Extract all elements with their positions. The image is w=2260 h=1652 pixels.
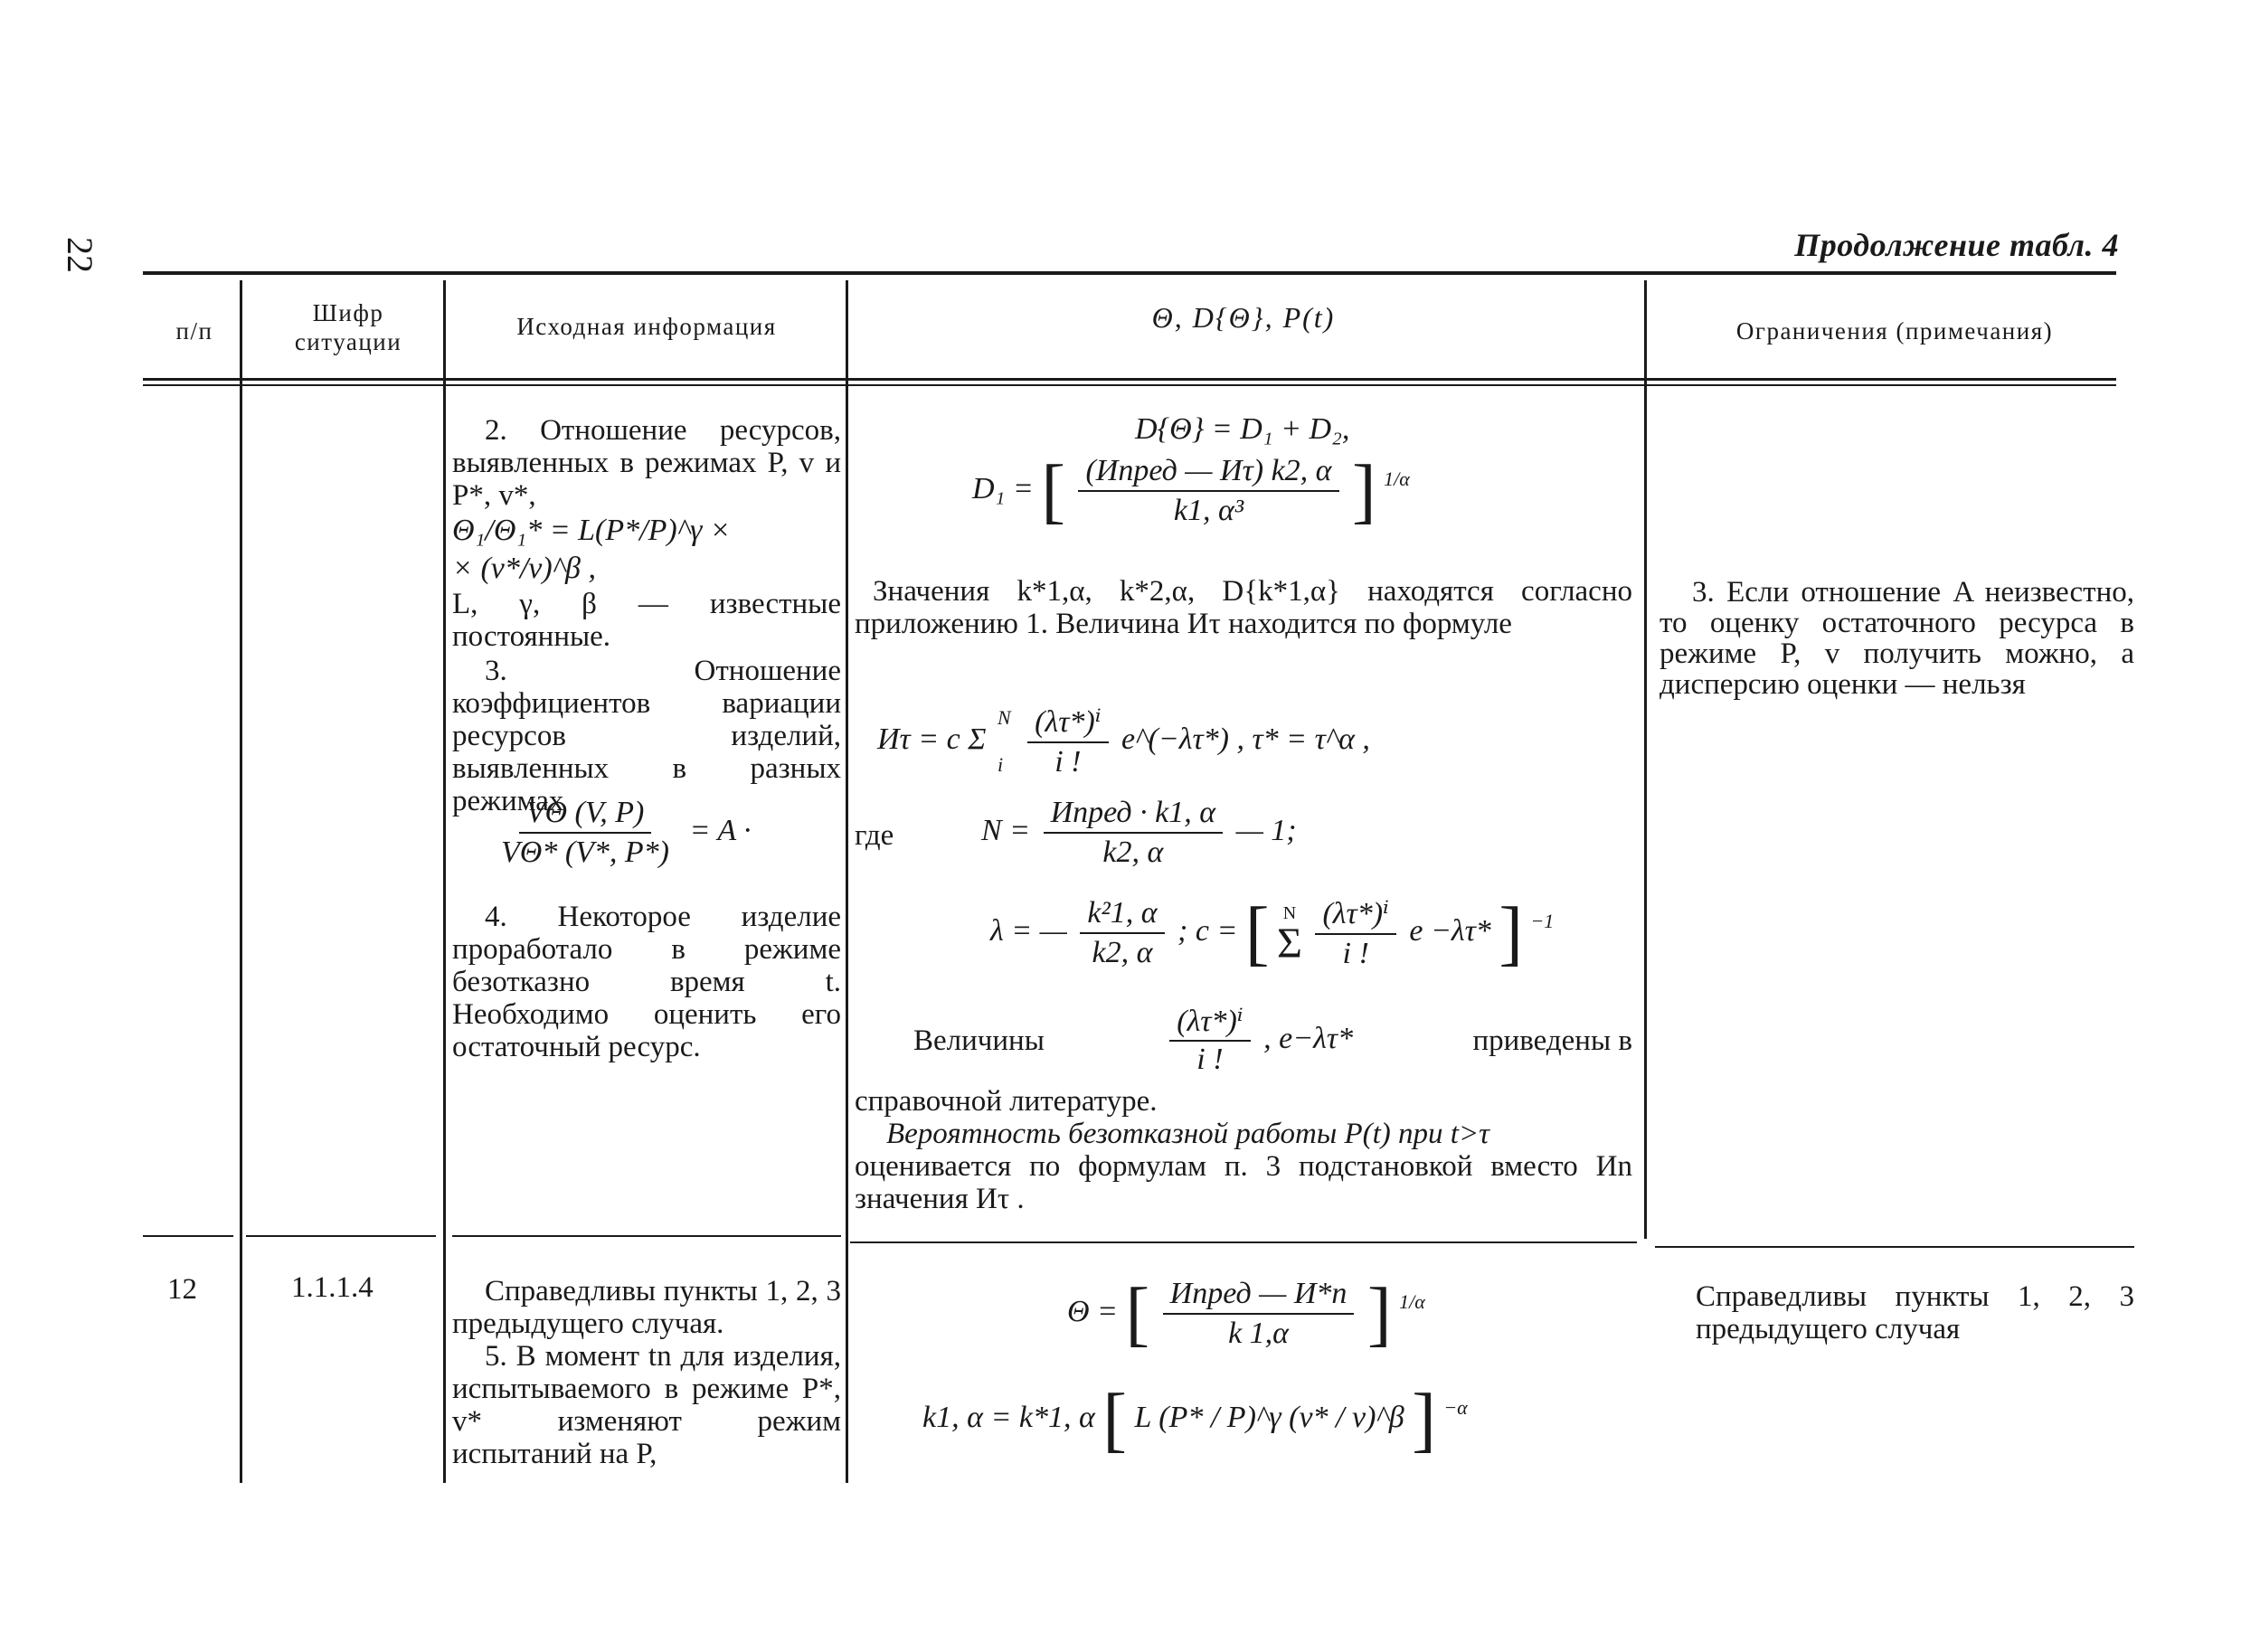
formula-it-lhs: Иτ = c Σ [877,722,987,756]
formula-c-lhs: ; c = [1177,913,1238,948]
formula-d1-power: 1/α [1384,467,1410,490]
header-number: п/п [175,317,213,345]
formula-k-power: −α [1443,1395,1468,1419]
theta-bracket-right: ] [1366,1274,1392,1354]
text-quantities [913,1005,1632,1076]
formula-d1-numerator: (Ипред — Иτ) k2, α [1078,454,1338,492]
header-formulas: Θ, D{Θ}, P(t) [1151,301,1336,334]
variation-equals: = A · [689,813,752,847]
formula-n [981,796,1297,870]
text-quantities-denominator: i ! [1196,1043,1224,1076]
k-bracket-left: [ [1102,1380,1127,1459]
row-separator-5 [1655,1246,2134,1248]
table-continuation-title: Продолжение табл. 4 [1794,227,2119,263]
info-item-4: 4. Некоторое изделие проработало в режиме безотказно время t. Необходимо оценить его остаточный ресурс. [452,901,841,1063]
bracket-left: [ [1041,451,1065,531]
text-probability: Вероятность безотказной работы P(t) при t>τ [886,1118,1489,1150]
formula-k-lhs: k1, α = k*1, α [922,1400,1095,1434]
formula-it [877,703,1370,779]
formula-lambda-c [990,895,1554,971]
formula-it-denominator: i ! [1054,745,1082,779]
formula-d1 [972,451,1410,531]
row2-info-item-5: 5. В момент tn для изделия, испытываемого в режиме P*, v* изменяют режим испытаний на P, [452,1340,841,1470]
col-divider-1 [240,280,242,1483]
formula-theta-power: 1/α [1399,1289,1425,1313]
formula-it-n: N [997,706,1011,729]
header-situation-code: Шифр ситуации [294,299,402,355]
formula-n-denominator: k2, α [1102,835,1164,869]
text-reference: справочной литературе. [855,1085,1158,1118]
table-top-rule [143,271,2116,275]
formula-n-rhs: — 1; [1235,813,1297,847]
formula-n-fraction [1044,796,1223,870]
c-bracket-left: [ [1244,893,1270,973]
formula-it-i: i [997,753,1004,776]
header-bottom-rule [143,378,2116,381]
formula-theta-denominator: k 1,α [1228,1317,1289,1350]
variation-fraction [494,796,676,870]
bracket-right: ] [1352,451,1376,531]
formula-theta-fraction [1163,1277,1355,1351]
formula-c-exp: e −λτ* [1409,913,1491,948]
info-variation-formula [488,796,752,870]
formula-k [922,1380,1468,1459]
formula-c-denominator: i ! [1342,937,1369,970]
text-quantities-label: Величины [913,1024,1045,1057]
theta-bracket-left: [ [1125,1274,1150,1354]
formula-lambda-numerator: k²1, α [1080,896,1164,934]
formula-it-fraction [1027,703,1108,779]
formula-d1-denominator: k1, α³ [1173,494,1244,527]
formula-n-numerator: Ипред · k1, α [1044,796,1223,834]
limitation-row1: 3. Если отношение A неизвестно, то оценку остаточного ресурса в режиме P, v получить можно, а дисперсию оценки — нельзя [1660,576,2134,701]
formula-c-power: −1 [1530,909,1555,932]
info-constants: L, γ, β — известные постоянные. [452,588,841,653]
formula-c-numerator: (λτ*)ⁱ [1315,895,1395,935]
info-ratio-formula: Θ₁/Θ₁* = L(P*/P)^γ × [452,514,731,547]
row2-info: Справедливы пункты 1, 2, 3 предыдущего случая. [452,1275,841,1340]
formula-it-exp: e^(−λτ*) , τ* = τ^α , [1121,722,1370,756]
formula-theta-lhs: Θ = [1067,1294,1118,1328]
text-quantities-exp: , e−λτ* [1263,1021,1354,1055]
row-separator-3 [452,1235,841,1237]
col-divider-3 [846,280,848,1483]
row-separator-1 [143,1235,233,1237]
limitation-row2: Справедливы пункты 1, 2, 3 предыдущего случая [1696,1280,2134,1345]
formula-it-numerator: (λτ*)ⁱ [1027,703,1108,743]
text-values-note: Значения k*1,α, k*2,α, D{k*1,α} находятся согласно приложению 1. Величина Иτ находится по формуле [855,575,1632,640]
info-item-3: 3. Отношение коэффициентов вариации ресурсов изделий, выявленных в разных режимах [452,655,841,817]
header-bottom-rule-2 [143,384,2116,386]
info-item-2: 2. Отношение ресурсов, выявленных в режимах P, v и P*, v*, [452,414,841,512]
col-divider-4 [1644,280,1647,1239]
col-divider-2 [443,280,446,1483]
formula-k-body: L (P* / P)^γ (v* / v)^β [1134,1400,1404,1434]
row2-number: 12 [167,1273,197,1306]
row2-code: 1.1.1.4 [291,1271,374,1304]
info-ratio-formula-cont: × (v*/v)^β , [452,552,596,585]
formula-d1-lhs: D₁ = [972,471,1034,505]
page-number: 22 [60,237,100,273]
formula-d-sum: D{Θ} = D₁ + D₂, [1135,412,1350,446]
text-probability-cont: оценивается по формулам п. 3 подстановкой вместо Иn значения Иτ . [855,1150,1632,1215]
row-separator-2 [246,1235,436,1237]
text-where: где [855,819,894,852]
header-source-info: Исходная информация [516,313,777,340]
formula-c-fraction [1315,895,1395,971]
c-bracket-right: ] [1499,893,1523,973]
formula-lambda-lhs: λ = — [990,913,1067,948]
row-separator-4 [850,1241,1637,1243]
k-bracket-right: ] [1412,1380,1436,1459]
formula-c-n: N [1282,902,1297,923]
formula-d1-fraction [1078,454,1338,528]
formula-theta-numerator: Ипред — И*n [1163,1277,1355,1315]
header-limitations: Ограничения (примечания) [1735,317,2054,345]
text-quantities-given: приведены в [1472,1024,1632,1057]
formula-n-lhs: N = [981,813,1031,847]
variation-numerator: VΘ (V, P) [519,796,652,834]
formula-lambda-denominator: k2, α [1092,936,1153,969]
variation-denominator: VΘ* (V*, P*) [501,835,670,869]
formula-c-sigma: Σ [1277,919,1302,968]
text-quantities-numerator: (λτ*)ⁱ [1169,1005,1250,1042]
text-quantities-fraction [1169,1005,1250,1076]
formula-lambda-fraction [1080,896,1164,970]
formula-theta [1067,1274,1425,1354]
